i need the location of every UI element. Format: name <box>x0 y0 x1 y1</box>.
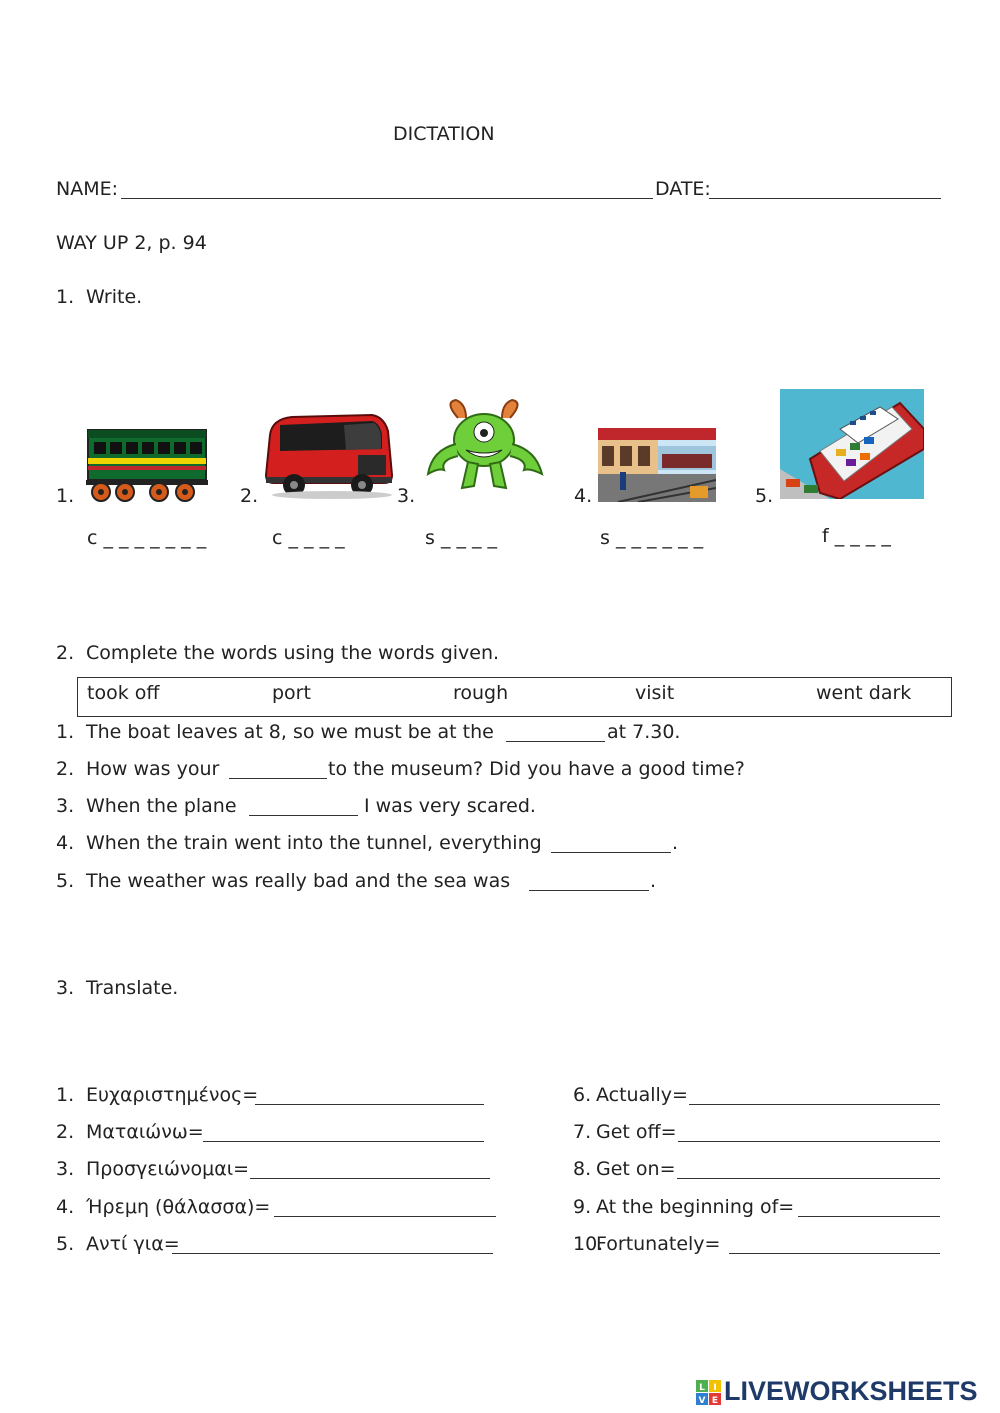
picture-number-1: 1. <box>56 485 75 507</box>
picture-number-3: 3. <box>397 485 416 507</box>
translate-term: At the beginning of= <box>596 1196 795 1218</box>
hint-1: c _ _ _ _ _ _ _ <box>87 527 207 549</box>
sentence-number: 1. <box>56 721 75 743</box>
sentence-number: 4. <box>56 832 75 854</box>
word-bank-item: took off <box>87 682 160 704</box>
translate-answer-4[interactable] <box>274 1198 496 1217</box>
translate-number: 5. <box>56 1233 75 1255</box>
translate-term: Ήρεμη (θάλασσα)= <box>86 1196 271 1218</box>
section-3-number: 3. <box>56 977 75 999</box>
sentence-2-answer[interactable] <box>229 760 327 779</box>
section-2-number: 2. <box>56 642 75 664</box>
translate-answer-2[interactable] <box>203 1123 484 1142</box>
hint-4: s _ _ _ _ _ _ <box>600 527 704 549</box>
hint-3: s _ _ _ _ <box>425 527 498 549</box>
sentence-4-text: When the train went into the tunnel, everything <box>86 832 542 854</box>
translate-number: 8. <box>573 1158 592 1180</box>
sentence-5-text: The weather was really bad and the sea was <box>86 870 511 892</box>
book-reference: WAY UP 2, p. 94 <box>56 232 207 254</box>
train-carriage-illustration <box>86 428 208 504</box>
sentence-5-end: . <box>650 870 657 892</box>
coach-bus-illustration <box>262 405 397 500</box>
translate-number: 4. <box>56 1196 75 1218</box>
logo-letter: E <box>711 1396 719 1406</box>
translate-term: Actually= <box>596 1084 688 1106</box>
section-1-number: 1. <box>56 286 75 308</box>
section-1-instruction: Write. <box>86 286 143 308</box>
translate-answer-5[interactable] <box>172 1235 493 1254</box>
sentence-3-answer[interactable] <box>249 797 358 816</box>
sentence-3-text: When the plane <box>86 795 237 817</box>
word-bank-item: rough <box>453 682 509 704</box>
sentence-4-end: . <box>672 832 679 854</box>
translate-number: 6. <box>573 1084 592 1106</box>
translate-term: Ματαιώνω= <box>86 1121 204 1143</box>
translate-answer-9[interactable] <box>798 1198 940 1217</box>
page-title: DICTATION <box>393 123 495 145</box>
sentence-1-text: The boat leaves at 8, so we must be at the <box>86 721 494 743</box>
picture-number-4: 4. <box>574 485 593 507</box>
logo-badge-icon <box>696 1380 722 1406</box>
logo-letter: L <box>699 1383 705 1393</box>
word-bank-item: went dark <box>816 682 912 704</box>
translate-number: 1. <box>56 1084 75 1106</box>
date-field[interactable] <box>709 180 941 199</box>
translate-term: Fortunately= <box>596 1233 721 1255</box>
translate-number: 7. <box>573 1121 592 1143</box>
translate-number: 3. <box>56 1158 75 1180</box>
sentence-5-answer[interactable] <box>529 872 649 891</box>
word-bank-item: visit <box>635 682 675 704</box>
picture-number-5: 5. <box>755 485 774 507</box>
translate-number: 2. <box>56 1121 75 1143</box>
translate-term: Αντί για= <box>86 1233 180 1255</box>
sentence-4-answer[interactable] <box>551 834 671 853</box>
translate-term: Ευχαριστημένος= <box>86 1084 259 1106</box>
monster-illustration <box>422 398 547 493</box>
sentence-2-text: How was your <box>86 758 220 780</box>
translate-term: Get off= <box>596 1121 677 1143</box>
translate-number: 10. <box>573 1233 604 1255</box>
sentence-number: 3. <box>56 795 75 817</box>
translate-answer-1[interactable] <box>255 1086 484 1105</box>
section-3-instruction: Translate. <box>86 977 179 999</box>
translate-answer-8[interactable] <box>677 1160 940 1179</box>
sentence-number: 2. <box>56 758 75 780</box>
hint-5: f _ _ _ _ <box>822 525 891 547</box>
logo-letter: V <box>698 1396 706 1406</box>
date-label: DATE: <box>655 178 711 200</box>
brand-name: LIVEWORKSHEETS <box>724 1376 978 1406</box>
picture-number-2: 2. <box>240 485 259 507</box>
translate-answer-3[interactable] <box>250 1160 490 1179</box>
sentence-1-answer[interactable] <box>506 723 605 742</box>
section-2-instruction: Complete the words using the words given. <box>86 642 500 664</box>
sentence-1-end: at 7.30. <box>607 721 681 743</box>
translate-term: Προσγειώνομαι= <box>86 1158 250 1180</box>
train-station-illustration <box>598 428 716 502</box>
name-label: NAME: <box>56 178 119 200</box>
translate-answer-6[interactable] <box>689 1086 940 1105</box>
sentence-number: 5. <box>56 870 75 892</box>
translate-answer-10[interactable] <box>729 1235 940 1254</box>
word-bank <box>77 677 952 717</box>
name-field[interactable] <box>121 180 653 199</box>
translate-answer-7[interactable] <box>678 1123 940 1142</box>
logo-letter: I <box>713 1383 717 1393</box>
hint-2: c _ _ _ _ <box>272 527 345 549</box>
translate-term: Get on= <box>596 1158 676 1180</box>
translate-number: 9. <box>573 1196 592 1218</box>
word-bank-item: port <box>272 682 311 704</box>
ferry-ship-illustration <box>780 389 924 499</box>
sentence-3-end: I was very scared. <box>364 795 536 817</box>
sentence-2-end: to the museum? Did you have a good time? <box>328 758 745 780</box>
